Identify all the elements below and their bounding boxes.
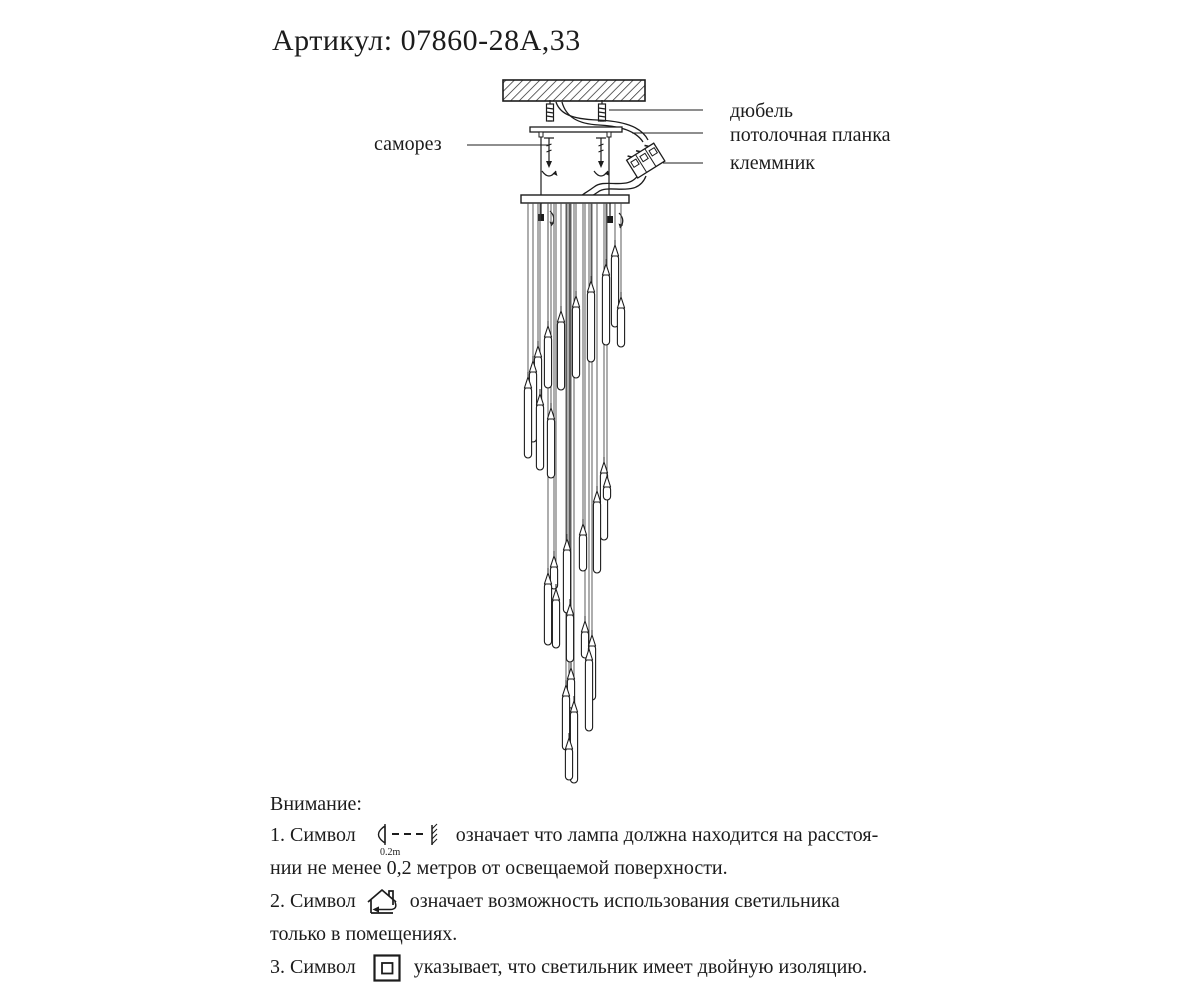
double-insulation-icon	[372, 953, 402, 983]
crystal-drop	[602, 259, 609, 345]
crystal-drop	[547, 403, 554, 478]
note-1-prefix: 1. Символ	[270, 824, 356, 846]
notes-heading: Внимание:	[270, 793, 362, 815]
note-item-1-cont: нии не менее 0,2 метров от освещаемой поверхности.	[270, 857, 728, 879]
crystal-drop	[544, 568, 551, 645]
dowel-icon	[599, 100, 606, 121]
label-samorez: саморез	[374, 133, 442, 155]
note-3-prefix: 3. Символ	[270, 956, 356, 978]
canopy-plate	[521, 195, 629, 203]
note-1-text: означает что лампа должна находится на расстоя-	[455, 824, 879, 846]
notes-section	[270, 789, 950, 984]
crystal-drop	[585, 644, 592, 731]
crystal-drop	[593, 486, 600, 573]
label-dyubel: дюбель	[730, 100, 794, 122]
dowel-icon	[547, 100, 554, 121]
crystal-drop	[536, 389, 543, 470]
screw-icon	[542, 138, 558, 176]
terminal-block	[625, 141, 665, 178]
crystal-drop	[544, 321, 551, 388]
pendant-cascade	[524, 203, 624, 783]
note-item-2-cont: только в помещениях.	[270, 923, 458, 945]
lamp-distance-caption: 0.2m	[379, 846, 401, 857]
ceiling-plate	[530, 127, 622, 137]
note-2-text: означает возможность использования светильника	[409, 890, 840, 912]
crystal-drop	[524, 372, 531, 458]
crystal-drop	[552, 584, 559, 648]
crystal-drop	[572, 291, 579, 378]
label-planka: потолочная планка	[730, 124, 891, 146]
note-item-3	[270, 951, 950, 984]
ceiling-block	[503, 80, 645, 101]
label-klemmnik: клеммник	[730, 152, 816, 174]
note-3-text: указывает, что светильник имеет двойную изоляцию.	[413, 956, 868, 978]
house-indoor-icon	[366, 888, 400, 916]
note-2-prefix: 2. Символ	[270, 890, 356, 912]
crystal-drop	[557, 306, 564, 390]
crystal-drop	[581, 616, 588, 658]
crystal-drop	[579, 519, 586, 571]
crystal-drop	[587, 276, 594, 362]
leader-lines	[467, 110, 703, 163]
note-item-1	[270, 819, 950, 857]
note-item-2	[270, 885, 950, 918]
page-title: Артикул: 07860-28А,33	[272, 24, 581, 57]
screw-icon	[594, 138, 610, 176]
